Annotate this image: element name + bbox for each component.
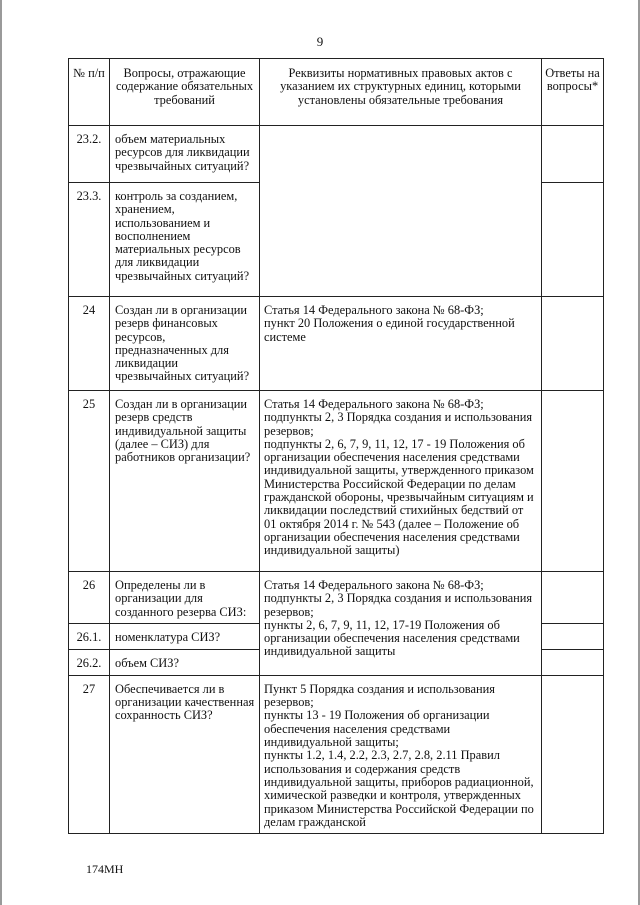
row-num: 23.2. <box>69 126 110 183</box>
row-num: 25 <box>69 391 110 572</box>
ref-line: подпункты 2, 3 Порядка создания и использования резервов; <box>264 410 533 438</box>
ref-line: пункт 20 Положения о единой государственной системе <box>264 316 515 344</box>
answer-cell[interactable] <box>542 675 604 833</box>
ref-line: подпункты 2, 3 Порядка создания и использования резервов; <box>264 591 533 619</box>
header-num: № п/п <box>69 59 110 126</box>
row-num: 26 <box>69 572 110 624</box>
row-question: Создан ли в организации резерв финансовых ресурсов, предназначенных для ликвидации чрезвычайных ситуаций? <box>110 297 260 391</box>
row-refs <box>260 675 542 833</box>
table-row <box>69 297 604 391</box>
table-header-row <box>69 59 604 126</box>
row-refs <box>260 297 542 391</box>
row-num: 24 <box>69 297 110 391</box>
answer-cell[interactable] <box>542 623 604 649</box>
row-refs-empty <box>260 126 542 297</box>
page-number: 9 <box>316 34 324 49</box>
answer-cell[interactable] <box>542 297 604 391</box>
row-question: Создан ли в организации резерв средств индивидуальной защиты (далее – СИЗ) для работников организации? <box>110 391 260 572</box>
row-question: объем СИЗ? <box>110 649 260 675</box>
table-row <box>69 675 604 833</box>
answer-cell[interactable] <box>542 126 604 183</box>
footer-code: 174МН <box>86 862 124 876</box>
scan-edge-left <box>0 0 2 905</box>
answer-cell[interactable] <box>542 183 604 297</box>
ref-line: Статья 14 Федерального закона № 68-ФЗ; <box>264 397 484 411</box>
requirements-table <box>68 58 604 834</box>
row-num: 23.3. <box>69 183 110 297</box>
table-row <box>69 126 604 183</box>
answer-cell[interactable] <box>542 572 604 624</box>
row-refs <box>260 572 542 676</box>
header-question: Вопросы, отражающие содержание обязательных требований <box>110 59 260 126</box>
header-answers: Ответы на вопросы* <box>542 59 604 126</box>
table-row <box>69 572 604 624</box>
row-question: Определены ли в организации для созданного резерва СИЗ: <box>110 572 260 624</box>
row-question: объем материальных ресурсов для ликвидации чрезвычайных ситуаций? <box>110 126 260 183</box>
ref-line: пункты 13 - 19 Положения об организации обеспечения населения средствами индивидуальной защиты; <box>264 708 490 750</box>
ref-line: Статья 14 Федерального закона № 68-ФЗ; <box>264 578 484 592</box>
ref-line: Статья 14 Федерального закона № 68-ФЗ; <box>264 303 484 317</box>
row-refs <box>260 391 542 572</box>
row-num: 26.1. <box>69 623 110 649</box>
header-refs: Реквизиты нормативных правовых актов с указанием их структурных единиц, которыми установлены обязательные требования <box>260 59 542 126</box>
answer-cell[interactable] <box>542 649 604 675</box>
ref-line: пункты 2, 6, 7, 9, 11, 12, 17-19 Положения об организации обеспечения населения средствами индивидуальной защиты <box>264 617 520 659</box>
ref-line: подпункты 2, 6, 7, 9, 11, 12, 17 - 19 Положения об организации обеспечения населения средствами индивидуальной защиты, утвержденного приказом Министерства Российской Федерации по делам гражданской обороны, чрезвычайным ситуациям и ликвидации последствий стихийных бедствий от 01 октября 2014 г. № 543 (далее – Положение об организации обеспечения населения средствами индивидуальной защиты) <box>264 436 534 558</box>
ref-line: Пункт 5 Порядка создания и использования резервов; <box>264 681 495 710</box>
row-question: номенклатура СИЗ? <box>110 623 260 649</box>
answer-cell[interactable] <box>542 391 604 572</box>
table-row <box>69 391 604 572</box>
row-question: Обеспечивается ли в организации качественная сохранность СИЗ? <box>110 675 260 833</box>
ref-line: пункты 1.2, 1.4, 2.2, 2.3, 2.7, 2.8, 2.11 Правил использования и содержания средств индивидуальной защиты, приборов радиационной, химической разведки и контроля, утвержденных приказом Министерства Российской Федерации по делам гражданской <box>264 748 534 829</box>
row-question: контроль за созданием, хранением, использованием и восполнением материальных ресурсов для ликвидации чрезвычайных ситуаций? <box>110 183 260 297</box>
row-num: 26.2. <box>69 649 110 675</box>
row-num: 27 <box>69 675 110 833</box>
